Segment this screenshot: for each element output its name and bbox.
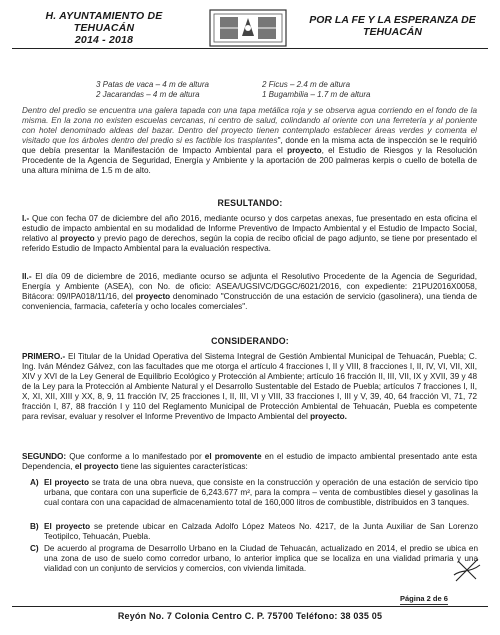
resultando-paragraph-1: [22, 214, 477, 254]
segundo-text-mid: en el estudio de impacto ambiental presentado ante esta Dependencia,: [22, 452, 477, 471]
primero-label: PRIMERO.-: [22, 352, 66, 361]
tree-item: 2 Ficus – 2.4 m de altura: [262, 80, 351, 89]
header-divider: [12, 48, 488, 49]
tree-list-left: [96, 80, 209, 100]
resultando-1-text: Que con fecha 07 de diciembre del año 2016, mediante ocurso y dos carpetas anexas, fue presentado en esta oficina el estudio de impacto ambiental en su modalidad de Informe Preventivo de Impacto Ambiental y el Estudio de Impacto Social, relativo al: [22, 214, 477, 243]
item-text: De acuerdo al programa de Desarrollo Urbano en la Ciudad de Tehuacán, actualizado en 2014, el predio se ubica en una zona de uso de suelo como corredor urbano, lo anterior implica que se localiza en una vialidad primaria y una vialidad con un conjunto de servicios y comercios, con vivienda limitada.: [44, 544, 478, 573]
tree-item: 3 Patas de vaca – 4 m de altura: [96, 80, 209, 89]
tree-item: 1 Bugambilia – 1.7 m de altura: [262, 90, 371, 99]
segundo-bold-1: el promovente: [204, 452, 262, 461]
header-right: [300, 14, 485, 38]
header-municipality: H. AYUNTAMIENTO DE TEHUACÁN: [45, 10, 163, 34]
item-bold: El proyecto: [44, 478, 90, 487]
intro-text: ", donde en la misma acta de inspección se le requirió que debía presentar la Manifestación de Impacto Ambiental para el: [22, 136, 477, 155]
resultando-2-text-end: denominado "Construcción de una estación de servicio (gasolinera), una tienda de conveniencia, farmacia, cafetería y ocho locales comerciales".: [22, 292, 478, 311]
resultando-2-bold: proyecto: [135, 292, 171, 301]
signature-mark-icon: [452, 555, 482, 585]
segundo-text: Que conforme a lo manifestado por: [66, 452, 205, 461]
list-item: [30, 522, 478, 542]
resultando-1-bold: proyecto: [60, 234, 95, 243]
resultando-1-number: I.-: [22, 214, 30, 223]
resultando-2-number: II.-: [22, 272, 32, 281]
primero-text: El Titular de la Unidad Operativa del Sistema Integral de Gestión Ambiental Municipal de Tehuacán, Puebla; C. Ing. Iván Méndez Gálvez, con las facultades que me otorga el artículo 4 fracciones I, II y VIII, 8 fracciones I, II, IV, VI, VII, XII, XIV y XVI de la Ley General de Equilibrio Ecológico y Protección al Ambiente; artículo 16 fracción II, III, VII, IX y XVII, 39 y 48 de la Ley para la Protección al Ambiente Natural y el Desarrollo Sustentable del Estado de Puebla; artículos 7 fracciones I, II, X, XI, XII, XIII y XX, 8, 9, 11 fracción IV, 25 fracciones I, II, III, VI y VIII, 33 fracciones I, III y V, 39, 40, 64 fracción VI, 71, 72 fracción I, 87, 88 fracción I y 110 del Reglamento Municipal de Protección Ambiental de Tehuacán, Puebla es competente para revisar, evaluar y resolver el Informe Preventivo de Impacto Ambiental del: [22, 352, 477, 421]
header-motto-line1: POR LA FE Y LA ESPERANZA DE: [309, 14, 476, 26]
segundo-text-end: tiene las siguientes características:: [118, 462, 248, 471]
considerando-primero: [22, 352, 477, 422]
header-left: [14, 10, 194, 46]
header-motto-line2: TEHUACÁN: [363, 26, 422, 38]
resultando-heading: RESULTANDO:: [217, 198, 283, 208]
resultando-paragraph-2: [22, 272, 477, 312]
intro-bold: proyecto: [287, 146, 322, 155]
item-label: C): [30, 544, 39, 553]
tree-item: 2 Jacarandas – 4 m de altura: [96, 90, 200, 99]
considerando-segundo: [22, 452, 477, 472]
considerando-heading: CONSIDERANDO:: [211, 336, 289, 346]
item-text: se trata de una obra nueva, que consiste en la construcción y operación de una estación de servicio tipo urbana, que contara con una superficie de 6,243.677 m², para la compra – venta de combustibles diesel y gasolinas la cual contara con una capacidad de almacenamiento total de 160,000 litros de combustible, distribuidos en 3 tanques.: [44, 478, 478, 507]
primero-bold: proyecto.: [310, 412, 347, 421]
segundo-label: SEGUNDO:: [22, 452, 67, 461]
intro-text-end: , el Estudio de Riesgos y la Resolución Procedente de la Agencia de Seguridad, Energía y Ambiente y la aportación de 200 palmeras kerpis o cuello de botella de una altura mínima de 1.5 m de alto.: [22, 146, 477, 175]
resultando-1-text-end: y previo pago de derechos, según la copia de recibo oficial de pago adjunto, se tiene por presentado el referido Estudio de Impacto Ambiental para la evaluación respectiva.: [22, 234, 477, 253]
tree-list-right: [262, 80, 371, 100]
footer-divider: [12, 606, 488, 607]
intro-faded-text: Dentro del predio se encuentra una galera tapada con una tapa metálica roja y se observa agua corriendo en el fondo de la misma. En la zona no existen escuelas cercanas, ni centro de salud, colindando al oriente con una ferretería y al poniente con hotel denominado aldeas del bazar. Dentro del proyecto tienen contemplado establecer áreas verdes y comenta el visitado que los árboles dentro del predio si es factible los trasplantes: [22, 106, 477, 145]
item-label: B): [30, 522, 39, 531]
item-label: A): [30, 478, 39, 487]
resultando-2-text: El día 09 de diciembre de 2016, mediante ocurso se adjunta el Resolutivo Procedente de la Agencia de Seguridad, Energía y Ambiente (ASEA), con No. de oficio: ASEA/UGSIVC/DGGC/6021/2016, con expediente: 21PU2016X0058, Bitácora: 09/IPA018/11/16, del: [22, 272, 477, 301]
page-number: Página 2 de 6: [400, 594, 448, 603]
footer-address: Reyón No. 7 Colonia Centro C. P. 75700 Teléfono: 38 035 05: [117, 611, 383, 621]
item-text: se pretende ubicar en Calzada Adolfo López Mateos No. 4217, de la Junta Auxiliar de San Lorenzo Teotipilco, Tehuacán, Puebla.: [44, 522, 479, 541]
municipal-seal-icon: [206, 6, 290, 50]
intro-paragraph: [22, 106, 477, 176]
list-item: [30, 544, 478, 574]
item-bold: El proyecto: [44, 522, 91, 531]
segundo-bold-2: el proyecto: [74, 462, 119, 471]
header-period: 2014 - 2018: [74, 34, 134, 46]
list-item: [30, 478, 478, 508]
